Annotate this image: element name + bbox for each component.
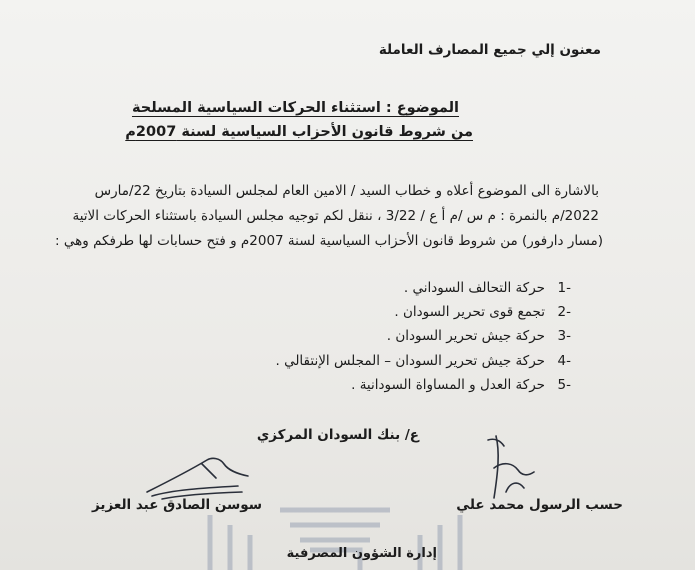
signature-right [478,432,538,504]
list-item-number: -3 [557,328,571,345]
list-item-number: -5 [557,376,571,393]
signatory-right-name: حسب الرسول محمد علي [456,497,623,513]
subject-line-1: الموضوع : استثناء الحركات السياسية المسلحة [131,100,459,116]
department-name: إدارة الشؤون المصرفية [286,546,437,561]
list-item-text: حركة العدل و المساواة السودانية . [351,376,545,393]
for-bank-line: ع/ بنك السودان المركزي [256,427,419,443]
list-item [275,328,571,352]
list-item [275,304,571,328]
list-item-number: -4 [557,352,571,369]
body-line-3: (مسار دارفور) من شروط قانون الأحزاب السياسية لسنة 2007م و فتح حسابات لها طرفكم وهي : [55,233,603,249]
list-item-number: -1 [557,280,571,296]
list-item [275,377,571,401]
list-item-text: تجمع قوى تحرير السودان . [394,304,545,321]
list-item-text: حركة التحالف السوداني . [403,280,545,296]
body-line-2: 2022/م بالنمرة : م س /م أ ع / 3/22 ، ننقل لكم توجيه مجلس السيادة باستثناء الحركات الاتية [72,208,599,224]
signature-left [142,452,252,502]
list-item-number: -2 [557,304,571,321]
subject-line-2: من شروط قانون الأحزاب السياسية لسنة 2007م [125,124,473,140]
list-item-text: حركة جيش تحرير السودان – المجلس الإنتقالي . [275,352,545,369]
body-line-1: بالاشارة الى الموضوع أعلاه و خطاب السيد / الامين العام لمجلس السيادة بتاريخ 22/مارس [94,183,599,199]
list-item [275,280,571,304]
list-item-text: حركة جيش تحرير السودان . [386,328,545,345]
signatory-left-name: سوسن الصادق عبد العزيز [92,497,263,513]
list-item [275,353,571,377]
movements-list [275,280,571,401]
addressee: معنون إلي جميع المصارف العاملة [378,42,601,58]
